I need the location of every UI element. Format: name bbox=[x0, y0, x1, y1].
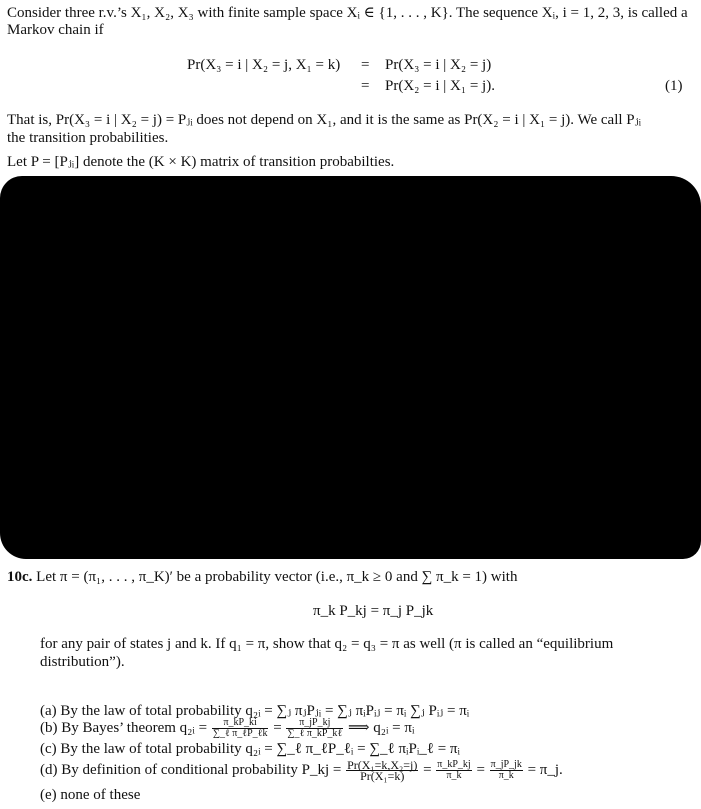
option-b-conclusion: ⟹ q₂ᵢ = πᵢ bbox=[347, 720, 415, 736]
option-b-fraction-1 bbox=[212, 718, 269, 739]
fraction-denominator: π_k bbox=[446, 770, 462, 782]
option-b[interactable]: (b) By Bayes’ theorem q₂ᵢ = $\frac{\pi\_kP\_ki}{\text{∑\_ℓ π\_ℓP\_ℓk}}$ = $\frac{\pi\_jP\_kj}{\text{∑\_ℓ π\_kP\_kℓ}}$ ⟹ q₂ᵢ = πᵢ bbox=[40, 717, 415, 740]
option-b-fraction-2 bbox=[286, 718, 343, 739]
option-d[interactable]: (d) By definition of conditional probability P_kj = $\frac{\text{Pr(X₁=k,X₂=j)}}{\text{Pr(X₁=k)}}$ = $\frac{\pi\_kP\_kj}{\pi\_k}$ = $\frac{\pi\_jP\_jk}{\pi\_k}$ = π_j. bbox=[40, 758, 563, 784]
redaction-block bbox=[0, 176, 701, 559]
fraction-denominator: Pr(X₁=k) bbox=[360, 769, 405, 784]
body-line-1: That is, Pr(X₃ = i | X₂ = j) = Pⱼᵢ does not depend on X₁, and it is the same as Pr(X₂ = i | X₁ = j). We call Pⱼᵢ bbox=[7, 112, 642, 128]
question-label: 10c. bbox=[7, 569, 33, 585]
question-text: Let π = (π₁, . . . , π_K)′ be a probability vector (i.e., π_k ≥ 0 and ∑ π_k = 1) with bbox=[36, 569, 518, 585]
option-d-conclusion: = π_j. bbox=[527, 762, 563, 778]
option-c[interactable]: (c) By the law of total probability q₂ᵢ = ∑_ℓ π_ℓP_ℓᵢ = ∑_ℓ πᵢPᵢ_ℓ = πᵢ bbox=[40, 741, 460, 757]
equation-rhs-2: Pr(X₂ = i | X₁ = j). bbox=[385, 78, 495, 94]
question-cont-2: distribution”). bbox=[40, 654, 125, 670]
question-cont-1: for any pair of states j and k. If q₁ = π, show that q₂ = q₃ = π as well (π is called an “equilibrium bbox=[40, 636, 614, 652]
question-header bbox=[7, 567, 517, 587]
intro-line-1: Consider three r.v.’s X₁, X₂, X₃ with finite sample space Xᵢ ∈ {1, . . . , K}. The sequence Xᵢ, i = 1, 2, 3, is called a bbox=[7, 5, 688, 21]
question-display-equation: π_k P_kj = π_j P_jk bbox=[313, 603, 434, 619]
option-d-text: (d) By definition of conditional probability P_kj = bbox=[40, 762, 342, 778]
fraction-numerator: π_jP_kj bbox=[286, 718, 343, 729]
fraction-denominator: π_k bbox=[498, 770, 514, 782]
body-line-2: the transition probabilities. bbox=[7, 130, 169, 146]
equation-equals-2: = bbox=[361, 78, 370, 94]
option-d-fraction-2 bbox=[436, 760, 471, 781]
equation-lhs: Pr(X₃ = i | X₂ = j, X₁ = k) bbox=[187, 57, 341, 73]
fraction-numerator: π_kP_ki bbox=[212, 718, 269, 729]
option-b-text: (b) By Bayes’ theorem q₂ᵢ = bbox=[40, 720, 208, 736]
fraction-numerator: π_kP_kj bbox=[437, 759, 471, 771]
body-line-3: Let P = [Pⱼᵢ] denote the (K × K) matrix of transition probabilties. bbox=[7, 154, 395, 170]
option-d-fraction-1 bbox=[346, 758, 418, 784]
fraction-numerator: π_jP_jk bbox=[490, 759, 522, 771]
intro-line-2: Markov chain if bbox=[7, 22, 104, 38]
equation-rhs-1: Pr(X₃ = i | X₂ = j) bbox=[385, 57, 492, 73]
option-e[interactable]: (e) none of these bbox=[40, 787, 141, 803]
equation-equals-1: = bbox=[361, 57, 370, 73]
option-d-fraction-3 bbox=[490, 760, 523, 781]
fraction-denominator: ∑_ℓ π_ℓP_ℓk bbox=[212, 728, 268, 740]
equation-number: (1) bbox=[665, 78, 683, 94]
fraction-denominator: ∑_ℓ π_kP_kℓ bbox=[287, 728, 343, 740]
option-a[interactable]: (a) By the law of total probability q₂ᵢ = ∑ⱼ πⱼPⱼᵢ = ∑ⱼ πᵢPᵢⱼ = πᵢ ∑ⱼ Pᵢⱼ = πᵢ bbox=[40, 703, 470, 719]
fraction-numerator: Pr(X₁=k,X₂=j) bbox=[347, 758, 418, 773]
